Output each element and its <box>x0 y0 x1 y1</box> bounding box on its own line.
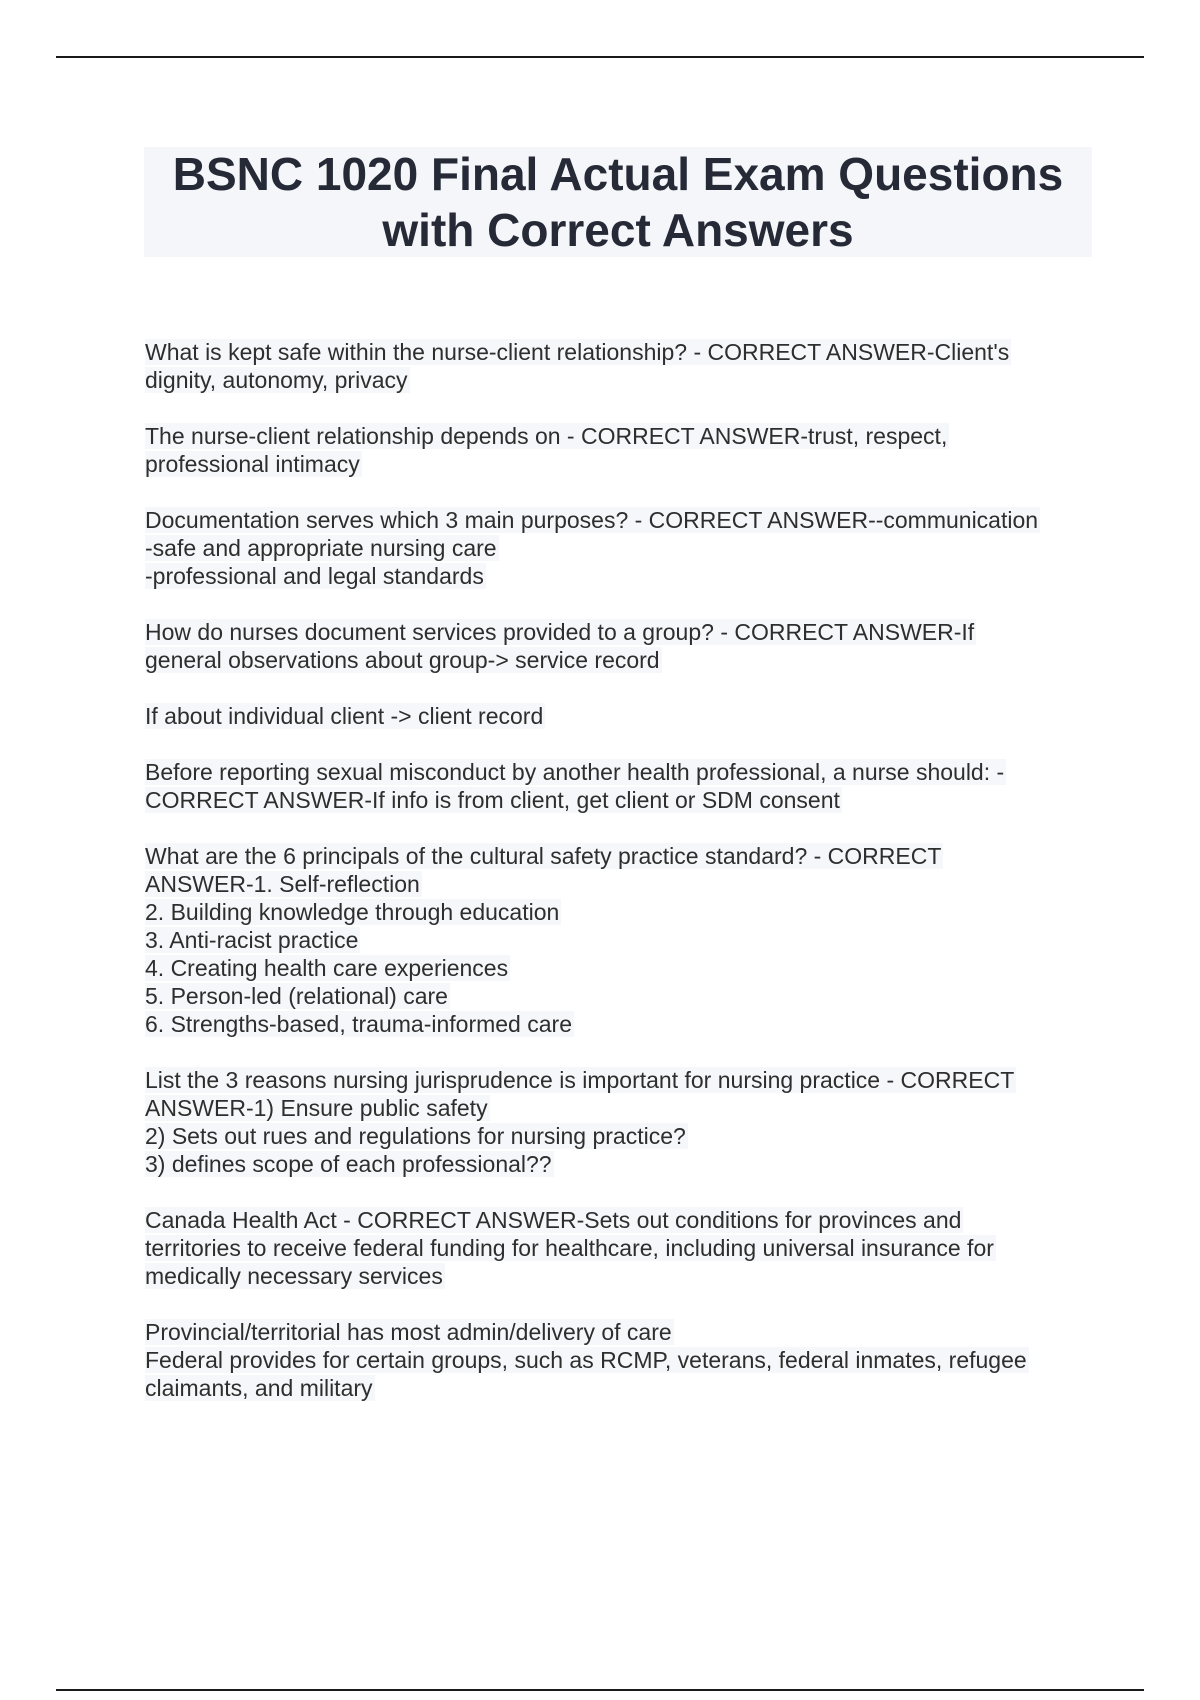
qa-entry <box>145 702 1095 730</box>
qa-entry <box>145 506 1095 590</box>
title-line-1: BSNC 1020 Final Actual Exam Questions <box>172 148 1064 200</box>
qa-entry <box>145 1066 1095 1178</box>
qa-line <box>145 618 1095 646</box>
qa-line-text: 6. Strengths-based, trauma-informed care <box>145 1011 572 1037</box>
qa-entry <box>145 1318 1095 1402</box>
qa-line-text: Provincial/territorial has most admin/delivery of care <box>145 1319 672 1345</box>
qa-line-text: The nurse-client relationship depends on - CORRECT ANSWER-trust, respect, <box>145 423 948 449</box>
qa-line <box>145 702 1095 730</box>
qa-line-text: If about individual client -> client record <box>145 703 544 729</box>
qa-line <box>145 1206 1095 1234</box>
qa-line-text: 3) defines scope of each professional?? <box>145 1151 552 1177</box>
qa-line-text: Canada Health Act - CORRECT ANSWER-Sets out conditions for provinces and <box>145 1207 962 1233</box>
qa-line <box>145 646 1095 674</box>
qa-line <box>145 562 1095 590</box>
qa-line <box>145 1066 1095 1094</box>
question-answer-list <box>145 338 1095 1430</box>
qa-line-text: List the 3 reasons nursing jurisprudence is important for nursing practice - CORRECT <box>145 1067 1015 1093</box>
qa-line-text: 3. Anti-racist practice <box>145 927 359 953</box>
qa-line <box>145 786 1095 814</box>
qa-line <box>145 982 1095 1010</box>
qa-line <box>145 1150 1095 1178</box>
qa-line-text: -safe and appropriate nursing care <box>145 535 497 561</box>
qa-entry <box>145 338 1095 394</box>
qa-line <box>145 758 1095 786</box>
qa-line-text: How do nurses document services provided to a group? - CORRECT ANSWER-If <box>145 619 975 645</box>
qa-line-text: 5. Person-led (relational) care <box>145 983 448 1009</box>
qa-line-text: -professional and legal standards <box>145 563 484 589</box>
qa-line-text: general observations about group-> service record <box>145 647 660 673</box>
qa-line <box>145 842 1095 870</box>
qa-line <box>145 954 1095 982</box>
qa-line <box>145 422 1095 450</box>
qa-entry <box>145 758 1095 814</box>
qa-line-text: 2) Sets out rues and regulations for nursing practice? <box>145 1123 686 1149</box>
qa-line-text: 2. Building knowledge through education <box>145 899 560 925</box>
qa-line-text: What is kept safe within the nurse-client relationship? - CORRECT ANSWER-Client's <box>145 339 1010 365</box>
qa-line-text: 4. Creating health care experiences <box>145 955 509 981</box>
title-line-2: with Correct Answers <box>382 204 854 256</box>
qa-line-text: Documentation serves which 3 main purposes? - CORRECT ANSWER--communication <box>145 507 1039 533</box>
qa-line <box>145 870 1095 898</box>
qa-line-text: What are the 6 principals of the cultural safety practice standard? - CORRECT <box>145 843 942 869</box>
qa-line-text: Before reporting sexual misconduct by another health professional, a nurse should: - <box>145 759 1005 785</box>
qa-line <box>145 450 1095 478</box>
qa-line <box>145 534 1095 562</box>
qa-line <box>145 1374 1095 1402</box>
qa-entry <box>145 618 1095 674</box>
qa-line-text: territories to receive federal funding for healthcare, including universal insurance for <box>145 1235 994 1261</box>
qa-line-text: professional intimacy <box>145 451 360 477</box>
title-banner <box>144 147 1092 257</box>
qa-line-text: ANSWER-1. Self-reflection <box>145 871 420 897</box>
qa-line <box>145 1234 1095 1262</box>
qa-line <box>145 898 1095 926</box>
qa-entry <box>145 422 1095 478</box>
qa-line-text: medically necessary services <box>145 1263 443 1289</box>
qa-line <box>145 1010 1095 1038</box>
qa-line <box>145 366 1095 394</box>
bottom-rule <box>56 1689 1144 1691</box>
qa-line-text: dignity, autonomy, privacy <box>145 367 408 393</box>
qa-line-text: claimants, and military <box>145 1375 373 1401</box>
qa-line <box>145 506 1095 534</box>
document-title <box>173 146 1063 258</box>
qa-line <box>145 1262 1095 1290</box>
qa-line <box>145 1094 1095 1122</box>
qa-entry <box>145 842 1095 1038</box>
qa-line-text: ANSWER-1) Ensure public safety <box>145 1095 488 1121</box>
qa-line <box>145 1122 1095 1150</box>
qa-line-text: Federal provides for certain groups, such as RCMP, veterans, federal inmates, refugee <box>145 1347 1027 1373</box>
qa-line <box>145 338 1095 366</box>
qa-line <box>145 1318 1095 1346</box>
qa-line-text: CORRECT ANSWER-If info is from client, get client or SDM consent <box>145 787 840 813</box>
qa-line <box>145 926 1095 954</box>
qa-entry <box>145 1206 1095 1290</box>
qa-line <box>145 1346 1095 1374</box>
top-rule <box>56 56 1144 58</box>
